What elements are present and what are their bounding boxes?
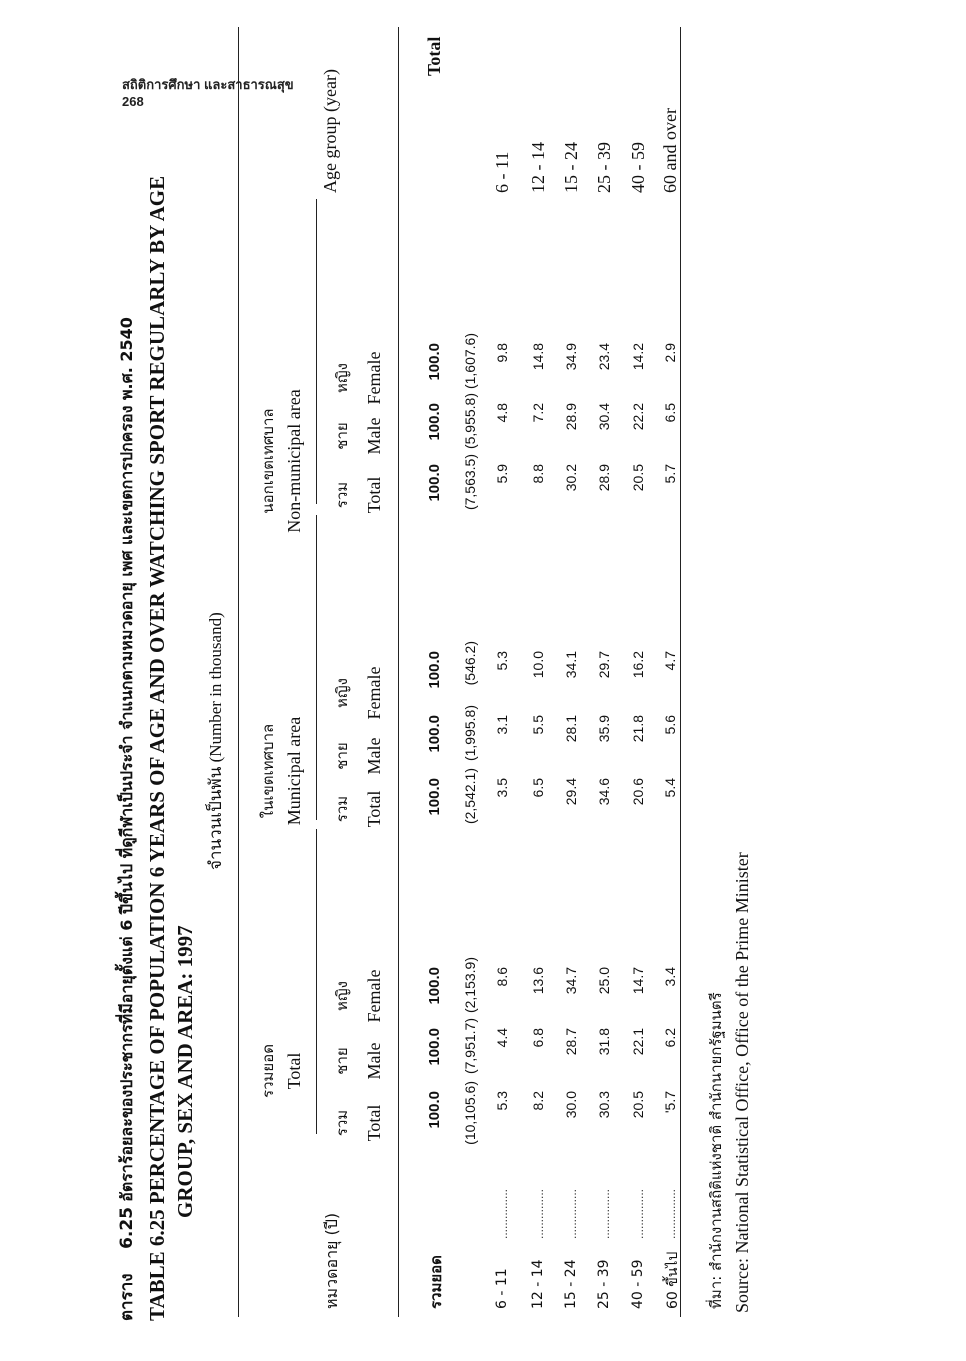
row-label-thai: 6 - 11 [494, 1268, 510, 1309]
table-cell-value: 6.8 [530, 1028, 546, 1048]
row-label-thai: 25 - 39 [596, 1259, 612, 1309]
table-cell-value: 6.2 [662, 1028, 678, 1048]
row-label-eng: 12 - 14 [528, 142, 548, 193]
title-eng-prefix: TABLE [145, 1251, 169, 1321]
table-cell-value: 3.5 [494, 778, 510, 798]
subheader-thai-nonmunicipal-male: ชาย [333, 422, 351, 450]
table-cell-value: 23.4 [596, 343, 612, 371]
source-thai: ที่มา: สำนักงานสถิติแห่งชาติ สำนักนายกรัฐมนตรี [707, 992, 725, 1309]
subheader-eng-municipal-female: Female [364, 666, 384, 720]
column-header-age-eng: Age group (year) [320, 69, 340, 193]
table-cell-count: (7,563.5) [462, 454, 478, 511]
table-cell-value: 22.1 [630, 1028, 646, 1056]
subheader-eng-nonmunicipal-female: Female [364, 351, 384, 405]
subheader-thai-total-female: หญิง [333, 981, 351, 1011]
group-rule-municipal [316, 515, 317, 820]
table-cell-value: 30.4 [596, 403, 612, 431]
group-header-eng-total: Total [284, 1052, 304, 1090]
table-cell-value: 28.7 [563, 1028, 579, 1056]
table-cell-value: 100.0 [426, 464, 443, 502]
table-cell-value: 100.0 [426, 1091, 443, 1129]
row-label-thai-total: รวมยอด [427, 1255, 445, 1309]
row-label-eng: 6 - 11 [492, 151, 512, 193]
table-cell-count: (546.2) [462, 641, 478, 686]
table-cell-value: 30.3 [596, 1091, 612, 1119]
subheader-eng-total-male: Male [364, 1042, 384, 1080]
table-cell-value: 100.0 [426, 1028, 443, 1066]
table-cell-value: 100.0 [426, 967, 443, 1005]
table-cell-value: 20.5 [630, 464, 646, 492]
table-cell-value: 5.6 [662, 715, 678, 735]
page-number: 268 [122, 94, 144, 109]
table-cell-value: 20.5 [630, 1091, 646, 1119]
table-cell-value: 5.5 [530, 715, 546, 735]
table-cell-count: (10,105.6) [462, 1081, 478, 1145]
table-cell-value: 6.5 [662, 403, 678, 423]
table-cell-count: (7,951.7) [462, 1018, 478, 1075]
table-cell-value: 10.0 [530, 651, 546, 679]
subheader-thai-municipal-female: หญิง [333, 678, 351, 708]
table-cell-count: (1,995.8) [462, 705, 478, 762]
table-top-rule [238, 27, 239, 1317]
title-eng-line2: GROUP, SEX AND AREA: 1997 [173, 925, 197, 1218]
table-cell-value: 35.9 [596, 715, 612, 743]
subheader-eng-municipal-total: Total [364, 790, 384, 828]
row-dot-leader: ............... [532, 1188, 546, 1239]
table-cell-count: (2,153.9) [462, 957, 478, 1014]
row-label-eng: 25 - 39 [594, 142, 614, 193]
subheader-thai-total-total: รวม [333, 1109, 351, 1137]
subheader-eng-total-female: Female [364, 969, 384, 1023]
table-cell-value: 2.9 [662, 343, 678, 363]
table-cell-value: 4.4 [494, 1028, 510, 1048]
group-header-thai-total: รวมยอด [259, 1044, 277, 1098]
row-dot-leader: ............... [565, 1188, 579, 1239]
table-cell-value: 25.0 [596, 967, 612, 995]
table-cell-value: 100.0 [426, 715, 443, 753]
subheader-eng-nonmunicipal-total: Total [364, 476, 384, 514]
subheader-eng-nonmunicipal-male: Male [364, 417, 384, 455]
row-dot-leader: ............... [496, 1188, 510, 1239]
row-label-eng: 15 - 24 [561, 142, 581, 193]
table-cell-count: (2,542.1) [462, 768, 478, 825]
table-header-rule [398, 27, 399, 1317]
table-cell-value: 30.2 [563, 464, 579, 492]
title-number-thai: 6.25 [117, 1206, 137, 1249]
row-label-thai: 15 - 24 [563, 1259, 579, 1309]
table-cell-value: 100.0 [426, 343, 443, 381]
group-header-eng-municipal: Municipal area [284, 716, 304, 826]
table-cell-value: 3.1 [494, 715, 510, 735]
table-cell-value: 31.8 [596, 1028, 612, 1056]
title-thai-line [113, 317, 140, 1321]
table-cell-value: 28.9 [563, 403, 579, 431]
row-dot-leader: ............... [598, 1188, 612, 1239]
table-cell-value: 29.7 [596, 651, 612, 679]
table-cell-value: 100.0 [426, 403, 443, 441]
table-cell-value: 8.2 [530, 1091, 546, 1111]
table-bottom-rule [680, 27, 681, 1317]
table-cell-value: 5.9 [494, 464, 510, 484]
title-eng-text: PERCENTAGE OF POPULATION 6 YEARS OF AGE AND OVER WATCHING SPORT REGULARLY BY AGE [145, 175, 169, 1205]
table-cell-value: 7.2 [530, 403, 546, 423]
row-label-thai: 12 - 14 [530, 1259, 546, 1309]
table-cell-value: 34.1 [563, 651, 579, 679]
table-cell-value: 20.6 [630, 778, 646, 806]
table-cell-value: 34.6 [596, 778, 612, 806]
table-cell-value: 100.0 [426, 651, 443, 689]
table-cell-value: 14.2 [630, 343, 646, 371]
row-label-eng-total: Total [424, 36, 444, 76]
table-cell-value: 13.6 [530, 967, 546, 995]
table-cell-value: 34.7 [563, 967, 579, 995]
table-cell-value: 14.7 [630, 967, 646, 995]
table-cell-value: 9.8 [494, 343, 510, 363]
group-rule-total [316, 829, 317, 1134]
row-label-thai: 40 - 59 [630, 1259, 646, 1309]
table-cell-value: 30.0 [563, 1091, 579, 1119]
subheader-thai-municipal-total: รวม [333, 795, 351, 823]
running-head: สถิติการศึกษา และสาธารณสุข [122, 77, 294, 92]
table-cell-value: 16.2 [630, 651, 646, 679]
table-cell-value: 5.4 [662, 778, 678, 798]
group-rule-nonmunicipal [316, 199, 317, 504]
table-cell-count: (5,955.8) [462, 393, 478, 450]
subheader-thai-municipal-male: ชาย [333, 742, 351, 770]
group-header-thai-municipal: ในเขตเทศบาล [259, 723, 277, 819]
source-eng: Source: National Statistical Office, Office of the Prime Minister [732, 852, 752, 1313]
table-cell-value: '5.7 [662, 1091, 678, 1114]
subheader-thai-total-male: ชาย [333, 1047, 351, 1075]
column-header-age-thai: หมวดอายุ (ปี) [322, 1212, 341, 1309]
title-number-eng: 6.25 [145, 1209, 169, 1247]
table-cell-value: 21.8 [630, 715, 646, 743]
row-label-eng: 40 - 59 [628, 142, 648, 193]
table-cell-value: 14.8 [530, 343, 546, 371]
table-cell-value: 100.0 [426, 778, 443, 816]
title-eng-line1 [145, 176, 170, 1321]
table-cell-value: 4.7 [662, 651, 678, 671]
table-cell-value: 5.3 [494, 1091, 510, 1111]
table-cell-value: 5.7 [662, 464, 678, 484]
table-cell-value: 4.8 [494, 403, 510, 423]
subheader-eng-municipal-male: Male [364, 737, 384, 775]
subheader-thai-nonmunicipal-female: หญิง [333, 363, 351, 393]
table-cell-value: 34.9 [563, 343, 579, 371]
table-cell-value: 5.3 [494, 651, 510, 671]
row-label-eng: 60 and over [660, 108, 680, 193]
subheader-thai-nonmunicipal-total: รวม [333, 481, 351, 509]
unit-note: จำนวนเป็นพัน (Number in thousand) [206, 612, 225, 870]
group-header-thai-nonmunicipal: นอกเขตเทศบาล [259, 408, 277, 514]
table-cell-count: (1,607.6) [462, 333, 478, 390]
group-header-eng-nonmunicipal: Non-municipal area [284, 389, 304, 533]
table-cell-value: 8.8 [530, 464, 546, 484]
title-thai-prefix: ตาราง [117, 1273, 137, 1321]
title-thai-text: อัตราร้อยละของประชากรที่มีอายุตั้งแต่ 6 ปีขึ้นไป ที่ดูกีฬาเป็นประจำ จำแนกตามหมวดอายุ เพศ และเขตการปกครอง พ.ศ. 2540 [117, 317, 136, 1202]
table-cell-value: 28.1 [563, 715, 579, 743]
subheader-eng-total-total: Total [364, 1104, 384, 1142]
row-label-thai: 60 ขึ้นไป [665, 1251, 681, 1309]
table-cell-value: 3.4 [662, 967, 678, 987]
row-dot-leader: ............... [632, 1188, 646, 1239]
table-cell-value: 22.2 [630, 403, 646, 431]
table-cell-value: 8.6 [494, 967, 510, 987]
table-cell-value: 6.5 [530, 778, 546, 798]
row-dot-leader: ............... [664, 1188, 678, 1239]
table-cell-value: 29.4 [563, 778, 579, 806]
table-cell-value: 28.9 [596, 464, 612, 492]
